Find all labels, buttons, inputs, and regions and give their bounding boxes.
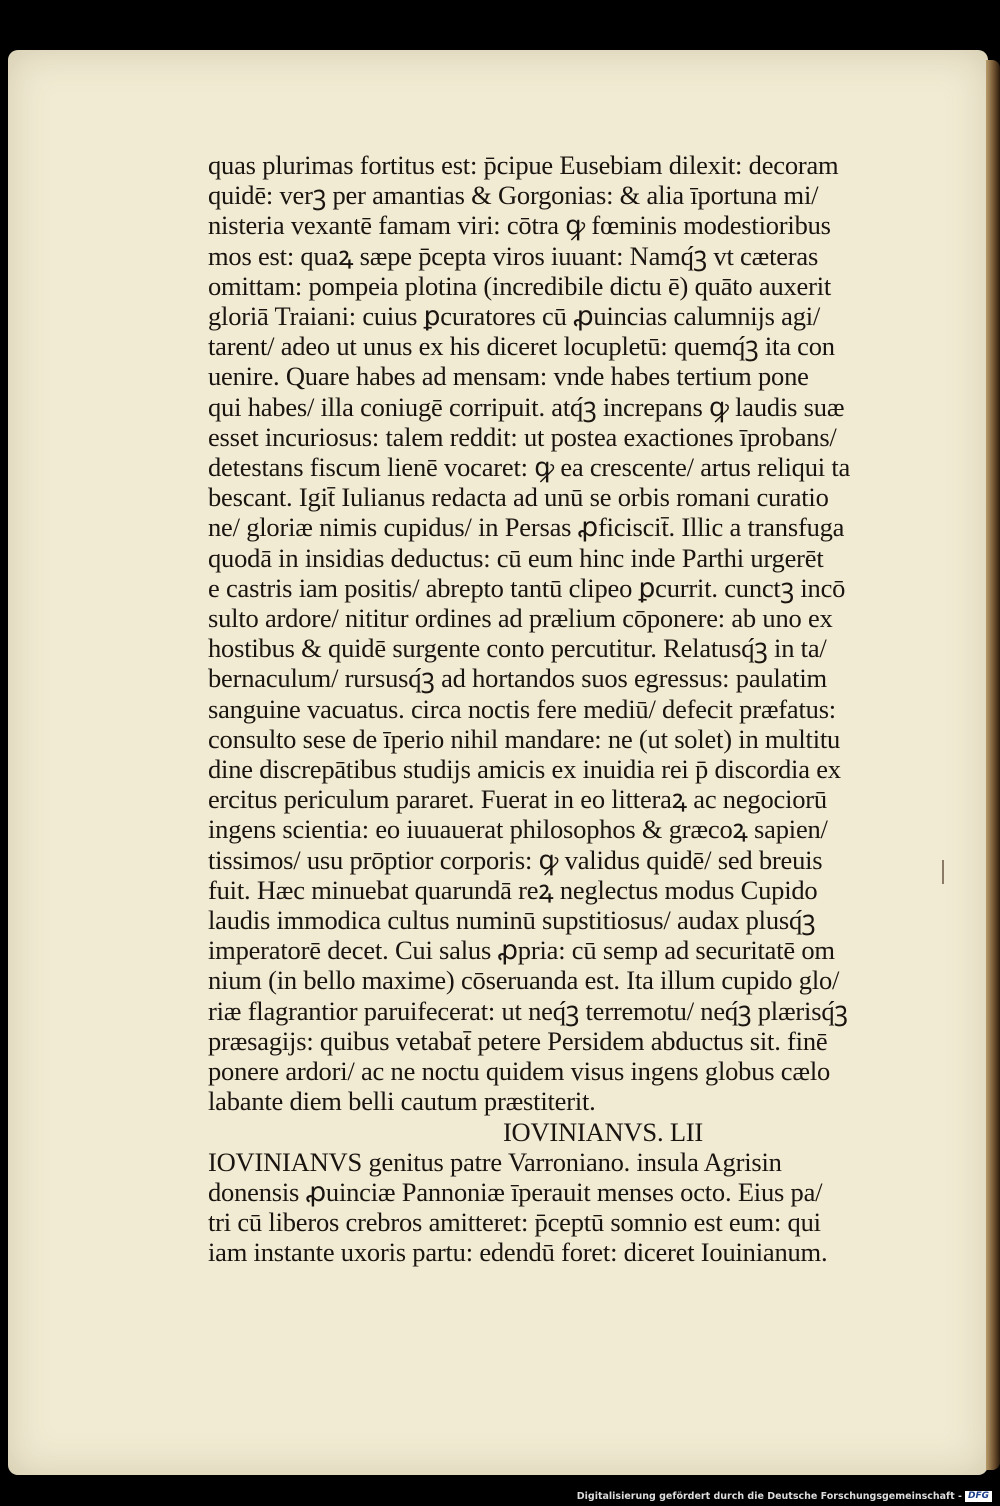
body-text xyxy=(208,150,908,1268)
text-line: gloriā Traiani: cuius ꝑcuratores cū ꝓuincias calumnijs agi/ xyxy=(208,301,821,332)
text-line: sulto ardore/ nititur ordines ad prælium cōponere: ab uno ex xyxy=(208,603,833,634)
stray-mark xyxy=(942,860,944,884)
text-line: tri cū liberos crebros amitteret: p̄ceptū somnio est eum: qui xyxy=(208,1207,821,1238)
text-line: ponere ardori/ ac ne noctu quidem visus ingens globus cælo xyxy=(208,1056,831,1087)
text-line: omittam: pompeia plotina (incredibile dictu ē) quāto auxerit xyxy=(208,270,832,301)
text-line: bernaculum/ rursusq́ꝫ ad hortandos suos egressus: paulatim xyxy=(208,663,827,694)
text-line: quodā in insidias deductus: cū eum hinc inde Parthi urgerēt xyxy=(208,542,824,573)
text-line: qui habes/ illa coniugē corripuit. atq́ꝫ increpans ꝙ laudis suæ xyxy=(208,391,845,422)
text-line: uenire. Quare habes ad mensam: vnde habes tertium pone xyxy=(208,361,809,392)
text-line: consulto sese de īperio nihil mandare: ne (ut solet) in multitu xyxy=(208,723,841,754)
text-line: IOVINIANVS genitus patre Varroniano. insula Agrisin xyxy=(208,1146,782,1177)
footer-text: Digitalisierung gefördert durch die Deutsche Forschungsgemeinschaft - xyxy=(576,1491,962,1502)
text-line: fuit. Hæc minuebat quarundā reꝝ neglectus modus Cupido xyxy=(208,874,818,905)
text-line: tissimos/ usu prōptior corporis: ꝙ validus quidē/ sed breuis xyxy=(208,844,823,875)
text-line: donensis ꝓuinciæ Pannoniæ īperauit menses octo. Eius pa/ xyxy=(208,1176,823,1207)
section-heading: IOVINIANVS. LII xyxy=(502,1116,704,1147)
text-line: dine discrepātibus studijs amicis ex inuidia rei p̄ discordia ex xyxy=(208,754,841,785)
text-line: riæ flagrantior paruifecerat: ut neq́ꝫ terremotu/ neq́ꝫ plærisq́ꝫ xyxy=(208,995,848,1026)
text-line: esset incuriosus: talem reddit: ut postea exactiones īprobans/ xyxy=(208,421,837,452)
text-line: tarent/ adeo ut unus ex his diceret locupletū: quemq́ꝫ ita con xyxy=(208,331,835,362)
text-line: nisteria vexantē famam viri: cōtra ꝙ fœminis modestioribus xyxy=(208,210,831,241)
text-line: ne/ gloriæ nimis cupidus/ in Persas ꝓficiscit̄. Illic a transfuga xyxy=(208,512,845,543)
text-line: præsagijs: quibus vetabat̄ petere Persidem abductus sit. finē xyxy=(208,1025,828,1056)
text-line: laudis immodica cultus numinū supstitiosus/ audax plusq́ꝫ xyxy=(208,905,816,936)
dfg-logo: DFG xyxy=(965,1491,992,1502)
text-line: e castris iam positis/ abrepto tantū clipeo ꝑcurrit. cunctꝫ incō xyxy=(208,572,846,603)
text-line: iam instante uxoris partu: edendū foret: diceret Iouinianum. xyxy=(208,1237,828,1268)
page-edge xyxy=(986,60,1000,1470)
text-line: hostibus & quidē surgente conto percutitur. Relatusq́ꝫ in ta/ xyxy=(208,633,827,664)
text-line: imperatorē decet. Cui salus ꝓpria: cū semp ad securitatē om xyxy=(208,935,835,966)
text-line: bescant. Igit̄ Iulianus redacta ad unū se orbis romani curatio xyxy=(208,482,829,513)
text-line: sanguine vacuatus. circa noctis fere mediū/ defecit præfatus: xyxy=(208,693,836,724)
text-line: mos est: quaꝝ sæpe p̄cepta viros iuuant: Namq́ꝫ vt cæteras xyxy=(208,240,819,271)
footer-credit xyxy=(577,1491,992,1502)
text-line: ingens scientia: eo iuuauerat philosophos & græcoꝝ sapien/ xyxy=(208,814,828,845)
text-line: quas plurimas fortitus est: p̄cipue Eusebiam dilexit: decoram xyxy=(208,150,839,180)
text-line: nium (in bello maxime) cōseruanda est. Ita illum cupido glo/ xyxy=(208,965,840,996)
text-line: detestans fiscum lienē vocaret: ꝙ ea crescente/ artus reliqui ta xyxy=(208,452,851,483)
text-line: labante diem belli cautum præstiterit. xyxy=(208,1086,596,1117)
text-line: quidē: verꝫ per amantias & Gorgonias: & alia īportuna mi/ xyxy=(208,180,819,211)
text-line: ercitus periculum pararet. Fuerat in eo litteraꝝ ac negociorū xyxy=(208,784,827,815)
